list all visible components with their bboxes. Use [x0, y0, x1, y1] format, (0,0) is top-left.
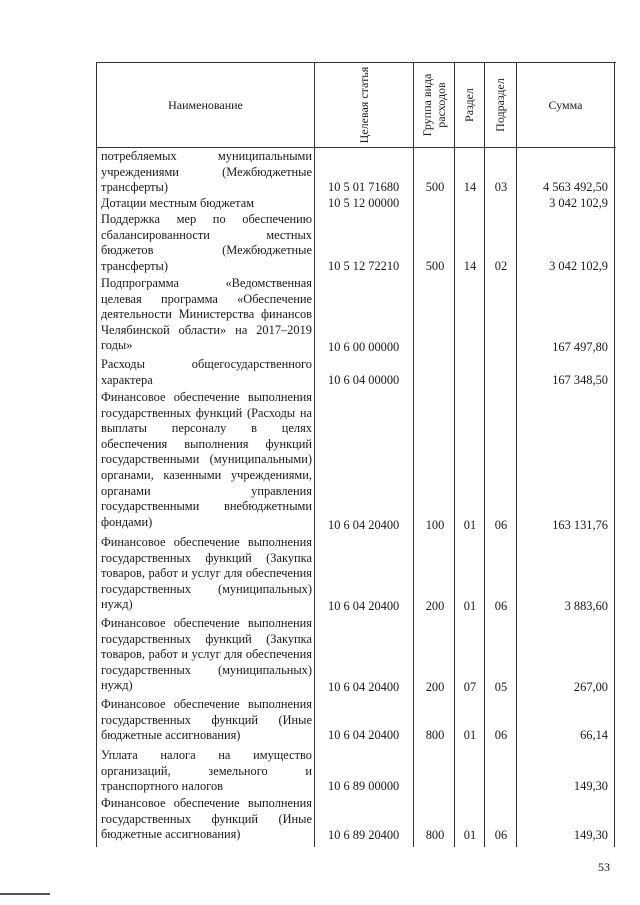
row-group: 100 [425, 518, 445, 533]
row-sum: 267,00 [573, 680, 608, 695]
header-subsection: Подраздел [493, 78, 507, 132]
table-row [0, 212, 640, 275]
row-subsection: 06 [494, 599, 508, 614]
table-row [0, 357, 640, 389]
row-group: 200 [425, 680, 445, 695]
row-group: 200 [425, 599, 445, 614]
table-row [0, 697, 640, 744]
row-group: 800 [425, 728, 445, 743]
row-sum: 3 883,60 [564, 599, 608, 614]
row-code: 10 6 00 00000 [328, 340, 400, 355]
table-row [0, 276, 640, 356]
row-code: 10 6 04 00000 [328, 373, 400, 388]
table-row [0, 535, 640, 615]
row-code: 10 5 12 72210 [328, 259, 400, 274]
row-sum: 167 348,50 [552, 373, 608, 388]
row-code: 10 6 89 00000 [328, 779, 400, 794]
row-name: Финансовое обеспечение выполнения государственных функций (Закупка товаров, работ и услуг для обеспечения государственных (муниципальных) нужд) [101, 616, 312, 693]
row-subsection: 06 [494, 518, 508, 533]
header-name: Наименование [168, 97, 243, 112]
row-subsection: 06 [494, 728, 508, 743]
row-group: 800 [425, 828, 445, 843]
header-sum: Сумма [548, 97, 583, 112]
table-row [0, 748, 640, 795]
table-row [0, 796, 640, 844]
row-subsection: 02 [494, 259, 508, 274]
row-section: 07 [463, 680, 477, 695]
header-bottom-border [96, 147, 616, 148]
row-code: 10 5 12 00000 [328, 196, 400, 211]
row-name: Финансовое обеспечение выполнения государственных функций (Расходы на выплаты персоналу в целях обеспечения выполнения функций государственными (муниципальными) органами, казенными учреждениями, органами управления государственными внебюджетными фондами) [101, 390, 312, 529]
row-name: Подпрограмма «Ведомственная целевая программа «Обеспечение деятельности Министерства финансов Челябинской области» на 2017–2019 годы» [101, 276, 312, 353]
table-row [0, 149, 640, 196]
row-sum: 3 042 102,9 [549, 259, 608, 274]
row-sum: 4 563 492,50 [542, 180, 608, 195]
row-sum: 149,30 [573, 828, 608, 843]
row-group: 500 [425, 259, 445, 274]
row-code: 10 6 04 20400 [328, 728, 400, 743]
row-sum: 3 042 102,9 [549, 196, 608, 211]
row-name: Финансовое обеспечение выполнения государственных функций (Иные бюджетные ассигнования) [101, 796, 312, 842]
row-subsection: 05 [494, 680, 508, 695]
header-target: Целевая статья [357, 66, 371, 144]
row-section: 14 [463, 180, 477, 195]
row-section: 01 [463, 599, 477, 614]
row-subsection: 03 [494, 180, 508, 195]
row-code: 10 6 04 20400 [328, 518, 400, 533]
row-name: Финансовое обеспечение выполнения государственных функций (Закупка товаров, работ и услуг для обеспечения государственных (муниципальных) нужд) [101, 535, 312, 612]
table-row [0, 390, 640, 534]
header-section: Раздел [462, 88, 476, 122]
row-name: Финансовое обеспечение выполнения государственных функций (Иные бюджетные ассигнования) [101, 697, 312, 743]
row-group: 500 [425, 180, 445, 195]
row-section: 01 [463, 518, 477, 533]
row-sum: 66,14 [580, 728, 608, 743]
header-group: Группа вида расходов [420, 73, 448, 137]
table-row [0, 616, 640, 696]
row-name: Уплата налога на имущество организаций, земельного и транспортного налогов [101, 748, 312, 794]
row-code: 10 6 04 20400 [328, 599, 400, 614]
row-section: 01 [463, 828, 477, 843]
table-row [0, 196, 640, 212]
row-sum: 163 131,76 [552, 518, 608, 533]
row-subsection: 06 [494, 828, 508, 843]
row-sum: 167 497,80 [552, 340, 608, 355]
row-section: 14 [463, 259, 477, 274]
row-code: 10 6 89 20400 [328, 828, 400, 843]
row-name: Дотации местным бюджетам [101, 196, 255, 210]
row-section: 01 [463, 728, 477, 743]
scan-edge-mark [0, 893, 50, 895]
row-code: 10 6 04 20400 [328, 680, 400, 695]
row-sum: 149,30 [573, 779, 608, 794]
row-name: потребляемых муниципальными учреждениями (Межбюджетные трансферты) [101, 149, 312, 195]
row-name: Расходы общегосударственного характера [101, 357, 312, 387]
row-code: 10 5 01 71680 [328, 180, 400, 195]
row-name: Поддержка мер по обеспечению сбалансированности местных бюджетов (Межбюджетные трансферты) [101, 212, 312, 273]
page-number: 53 [598, 860, 610, 874]
